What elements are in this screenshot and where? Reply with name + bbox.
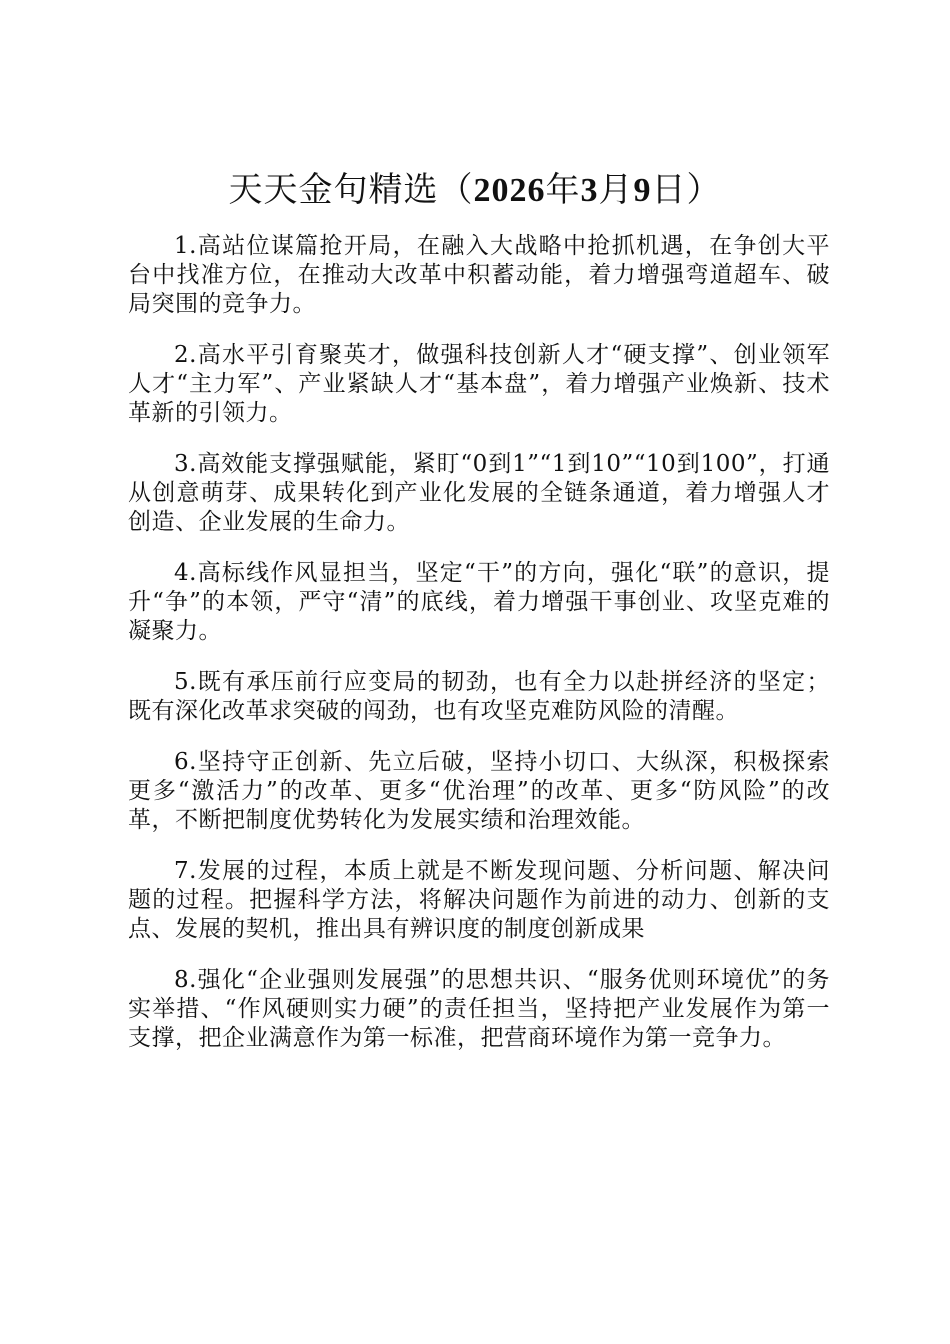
document-body: [128, 232, 830, 1075]
quote-item-5: 5.既有承压前行应变局的韧劲，也有全力以赴拼经济的坚定；既有深化改革求突破的闯劲，也有攻坚克难防风险的清醒。: [128, 669, 830, 724]
title-month: 3: [580, 172, 599, 209]
title-prefix: 天天金句精选（: [228, 170, 474, 210]
title-year-unit: 年: [545, 170, 581, 210]
quote-item-8: 8.强化“企业强则发展强”的思想共识、“服务优则环境优”的务实举措、“作风硬则实力硬”的责任担当，坚持把产业发展作为第一支撑，把企业满意作为第一标准，把营商环境作为第一竞争力。: [128, 967, 830, 1051]
title-year: 2026: [473, 172, 546, 209]
document-title: [0, 166, 950, 215]
quote-item-3: 3.高效能支撑强赋能，紧盯“0到1”“1到10”“10到100”，打通从创意萌芽、成果转化到产业化发展的全链条通道，着力增强人才创造、企业发展的生命力。: [128, 451, 830, 535]
title-month-unit: 月: [598, 170, 634, 210]
quote-item-4: 4.高标线作风显担当，坚定“干”的方向，强化“联”的意识，提升“争”的本领，严守“清”的底线，着力增强干事创业、攻坚克难的凝聚力。: [128, 560, 830, 644]
quote-item-1: 1.高站位谋篇抢开局，在融入大战略中抢抓机遇，在争创大平台中找准方位，在推动大改革中积蓄动能，着力增强弯道超车、破局突围的竞争力。: [128, 233, 830, 317]
title-day: 9: [633, 172, 652, 209]
quote-item-6: 6.坚持守正创新、先立后破，坚持小切口、大纵深，积极探索更多“激活力”的改革、更多“优治理”的改革、更多“防风险”的改革，不断把制度优势转化为发展实绩和治理效能。: [128, 749, 830, 833]
quote-item-7: 7.发展的过程，本质上就是不断发现问题、分析问题、解决问题的过程。把握科学方法，将解决问题作为前进的动力、创新的支点、发展的契机，推出具有辨识度的制度创新成果: [128, 858, 830, 942]
title-day-unit: 日）: [651, 170, 722, 210]
quote-item-2: 2.高水平引育聚英才，做强科技创新人才“硬支撑”、创业领军人才“主力军”、产业紧缺人才“基本盘”，着力增强产业焕新、技术革新的引领力。: [128, 342, 830, 426]
